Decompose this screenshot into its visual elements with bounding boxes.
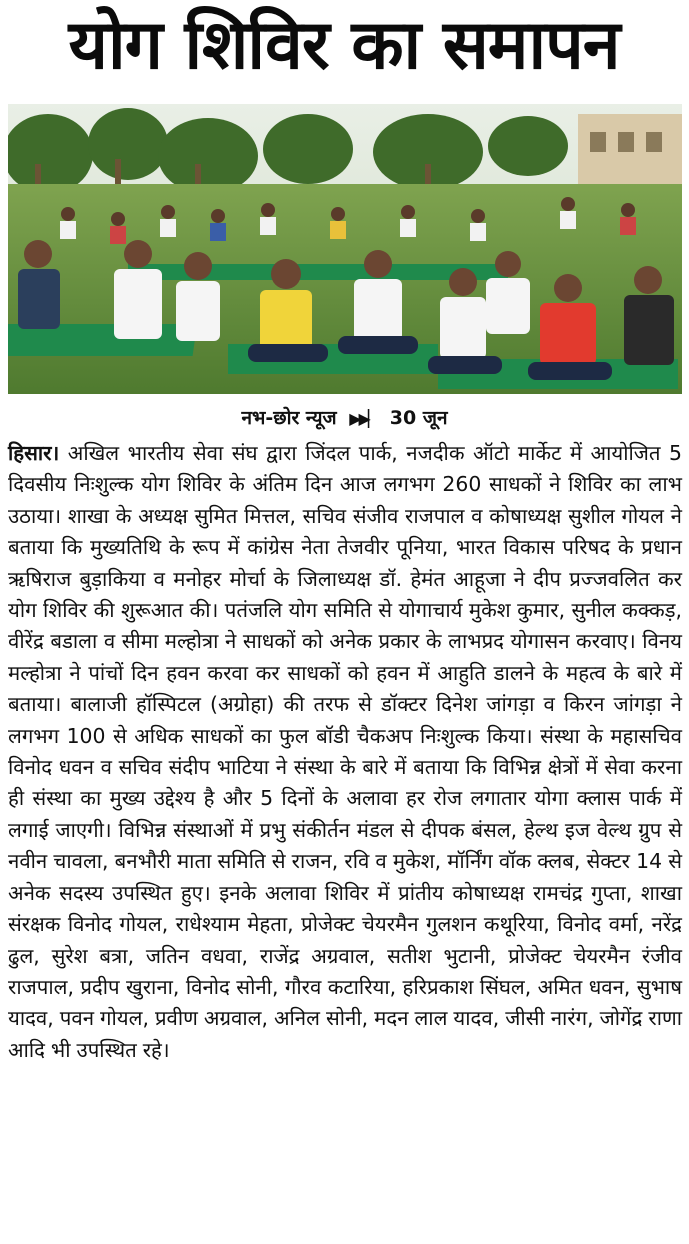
fast-forward-icon: ▶▶▏ [349, 409, 378, 428]
article-body [8, 438, 682, 1066]
news-source: नभ-छोर न्यूज [241, 407, 337, 429]
article-text: अखिल भारतीय सेवा संघ द्वारा जिंदल पार्क, नजदीक ऑटो मार्केट में आयोजित 5 दिवसीय निःशुल्क योग शिविर के अंतिम दिन आज लगभग 260 साधकों ने शिविर का लाभ उठाया। शाखा के अध्यक्ष सुमित मित्तल, सचिव संजीव राजपाल व कोषाध्यक्ष सुशील गोयल ने बताया कि मुख्यतिथि के रूप में कांग्रेस नेता तेजवीर पूनिया, भारत विकास परिषद के प्रधान ऋषिराज बुड़ाकिया व मनोहर मोर्चा के जिलाध्यक्ष डॉ. हेमंत आहूजा ने दीप प्रज्जवलित कर योग शिविर की शुरूआत की। पतंजलि योग समिति से योगाचार्य मुकेश कुमार, सुनील कक्कड़, वीरेंद्र बडाला व सीमा मल्होत्रा ने साधकों को अनेक प्रकार के लाभप्रद योगासन करवाए। विनय मल्होत्रा ने पांचों दिन हवन करवा कर साधकों को हवन में आहुति डालने के महत्व के बारे में बताया। बालाजी हॉस्पिटल (अग्रोहा) की तरफ से डॉक्टर दिनेश जांगड़ा व किरन जांगड़ा ने लगभग 100 से अधिक साधकों का फुल बॉडी चैकअप निःशुल्क किया। संस्था के महासचिव विनोद धवन व सचिव संदीप भाटिया ने संस्था के बारे में बताया कि विभिन्न क्षेत्रों में सेवा करना ही संस्था का मुख्य उद्देश्य है और 5 दिनों के अलावा हर रोज लगातार योगा क्लास पार्क में लगाई जाएगी। विभिन्न संस्थाओं में प्रभु संकीर्तन मंडल से दीपक बंसल, हेल्थ इज वेल्थ ग्रुप से नवीन चावला, बनभौरी माता समिति से राजन, रवि व मुकेश, मॉर्निंग वॉक क्लब, सेक्टर 14 से अनेक सदस्य उपस्थित हुए। इनके अलावा शिविर में प्रांतीय कोषाध्यक्ष रामचंद्र गुप्ता, शाखा संरक्षक विनोद गोयल, राधेश्याम मेहता, प्रोजेक्ट चेयरमैन गुलशन कथूरिया, विनोद वर्मा, नरेंद्र ढुल, सुरेश बत्रा, जतिन वधवा, राजेंद्र अग्रवाल, सतीश भुटानी, प्रोजेक्ट चेयरमैन रंजीव राजपाल, प्रदीप खुराना, विनोद सोनी, गौरव कटारिया, हरिप्रकाश सिंघल, अमित धवन, सुभाष यादव, पवन गोयल, प्रवीण अग्रवाल, अनिल सोनी, मदन लाल यादव, जीसी नारंग, जोगेंद्र राणा आदि भी उपस्थित रहे। [8, 441, 683, 1062]
news-date: 30 जून [389, 407, 448, 429]
dateline [0, 402, 689, 434]
yoga-camp-photo [8, 104, 682, 394]
yoga-camp-photo-illustration [8, 104, 682, 394]
headline: योग शिविर का समापन [68, 6, 620, 85]
article-place: हिसार। [8, 441, 60, 465]
